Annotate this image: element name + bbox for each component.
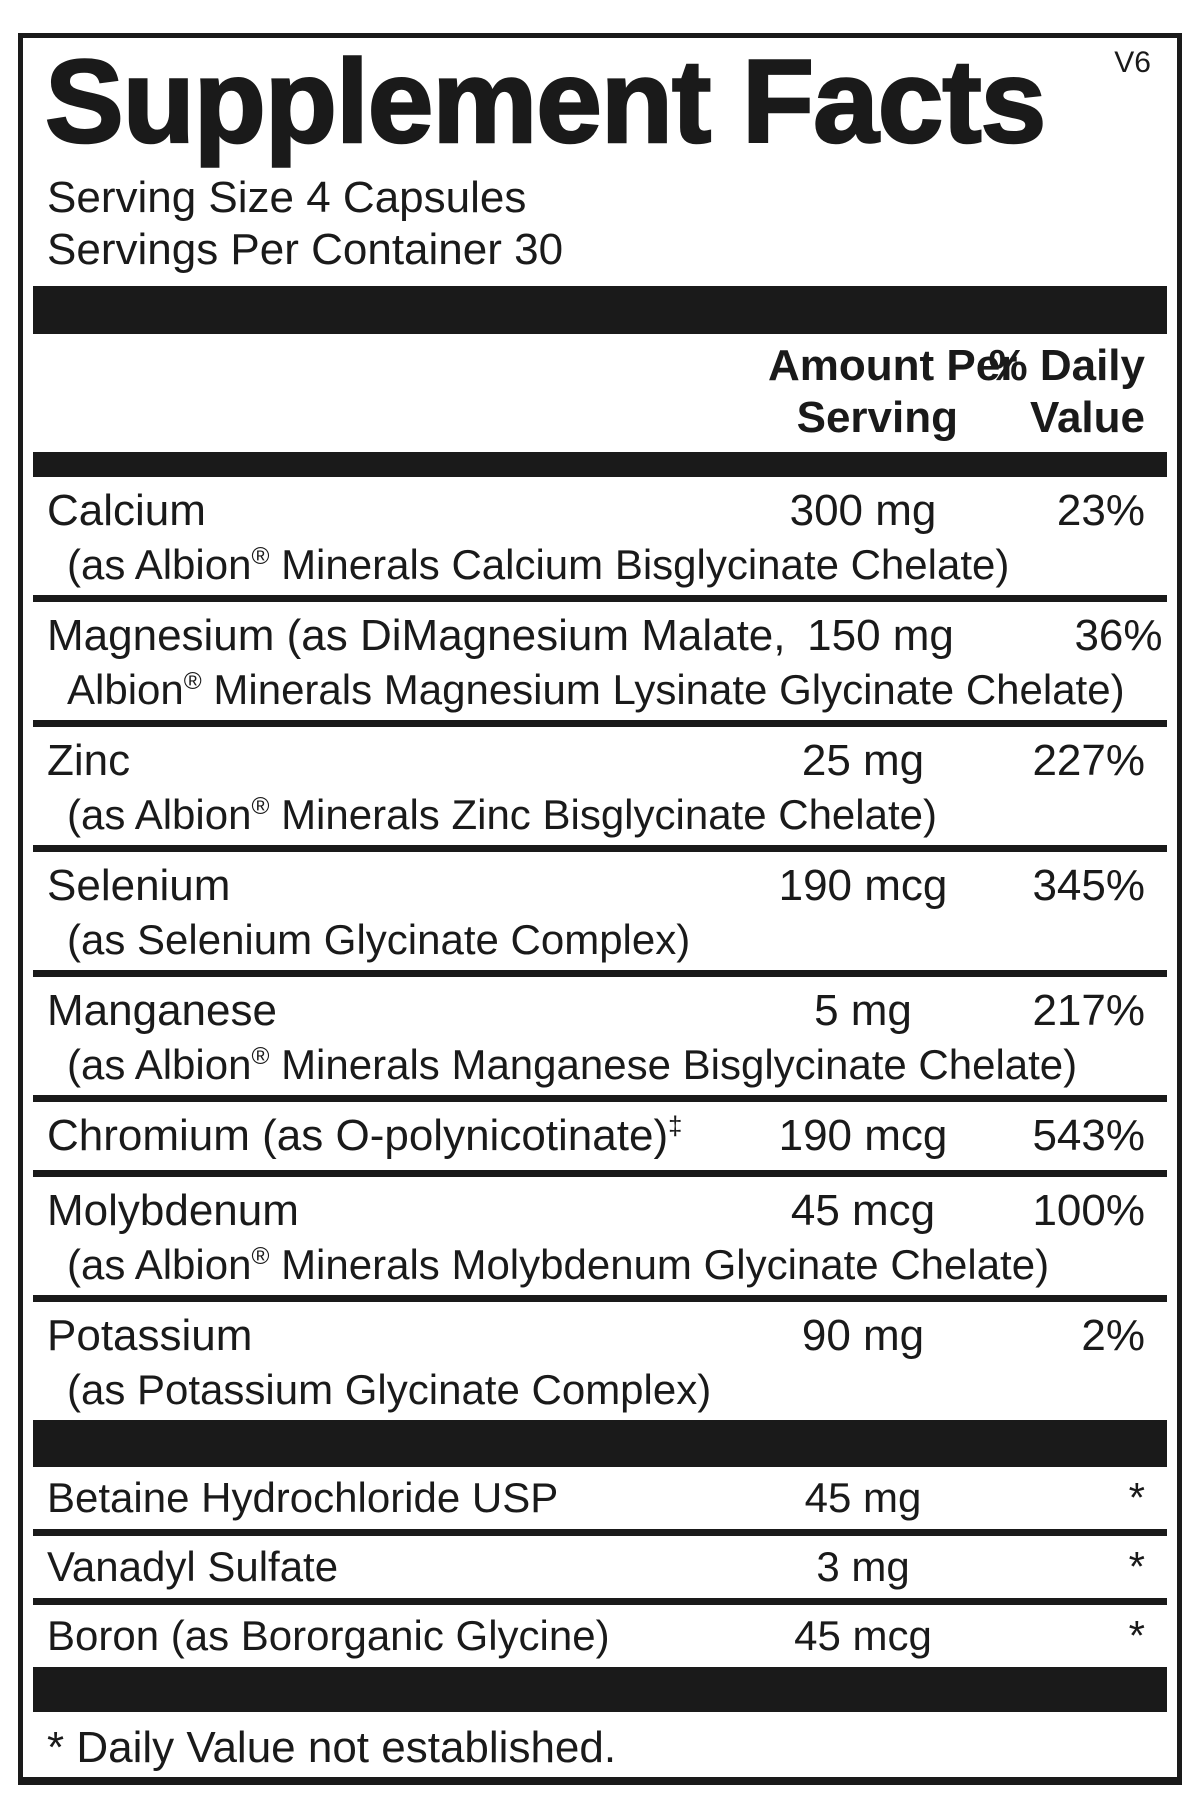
row-divider (33, 1170, 1167, 1177)
nutrient-row-calcium (33, 477, 1167, 595)
nutrient-name: Zinc (47, 736, 131, 785)
row-divider (33, 845, 1167, 852)
nutrient-amount: 45 mcg (794, 1612, 932, 1659)
nutrient-name: Betaine Hydrochloride USP (47, 1474, 559, 1521)
nutrient-row-selenium (33, 852, 1167, 970)
nutrient-row-magnesium (33, 602, 1167, 720)
nutrient-amount: 300 mg (789, 486, 937, 535)
row-divider (33, 720, 1167, 727)
nutrient-source: (as Albion® Minerals Calcium Bisglycinate Chelate) (67, 541, 1010, 588)
nutrient-name: Chromium (as O-polynicotinate)‡ (47, 1111, 683, 1160)
serving-info (33, 158, 1167, 276)
nutrient-daily-value: 36% (1074, 611, 1163, 660)
header-amount-line2: Serving (796, 393, 958, 442)
title-section (33, 36, 1167, 168)
nutrient-source: (as Albion® Minerals Manganese Bisglycinate Chelate) (67, 1041, 1078, 1088)
row-divider (33, 1295, 1167, 1302)
nutrient-daily-value: 543% (1032, 1111, 1145, 1160)
header-amount-per-serving (768, 340, 1018, 444)
header-daily-value (958, 340, 1153, 444)
nutrient-name: Magnesium (as DiMagnesium Malate, (47, 611, 786, 660)
separator-bar-other (33, 1420, 1167, 1467)
dagger-mark: ‡ (668, 1112, 683, 1141)
row-divider (33, 1598, 1167, 1605)
nutrient-name: Molybdenum (47, 1186, 299, 1235)
nutrient-name: Boron (as Bororganic Glycine) (47, 1612, 610, 1659)
nutrient-amount: 25 mg (801, 736, 925, 785)
nutrient-daily-value: 217% (1032, 986, 1145, 1035)
row-divider (33, 1095, 1167, 1102)
row-divider (33, 970, 1167, 977)
nutrient-row-molybdenum (33, 1177, 1167, 1295)
nutrient-row-betaine (33, 1467, 1167, 1529)
nutrient-source: (as Albion® Minerals Zinc Bisglycinate Chelate) (67, 791, 937, 838)
nutrient-source: Albion® Minerals Magnesium Lysinate Glycinate Chelate) (67, 666, 1125, 713)
column-header-row (33, 334, 1167, 452)
nutrient-row-manganese (33, 977, 1167, 1095)
nutrient-amount: 3 mg (816, 1543, 910, 1590)
nutrient-daily-value: * (1128, 1543, 1145, 1590)
separator-bar-top (33, 286, 1167, 334)
version-tag: V6 (1114, 46, 1151, 79)
nutrient-amount: 45 mg (804, 1474, 922, 1521)
nutrient-name: Calcium (47, 486, 206, 535)
row-divider (33, 1529, 1167, 1536)
servings-per-container: Servings Per Container 30 (47, 225, 564, 274)
nutrient-source: (as Albion® Minerals Molybdenum Glycinate Chelate) (67, 1241, 1050, 1288)
nutrient-daily-value: * (1128, 1474, 1145, 1521)
header-dv-line1: % Daily (988, 341, 1145, 390)
nutrient-row-boron (33, 1605, 1167, 1667)
nutrient-daily-value: 2% (1081, 1311, 1145, 1360)
nutrient-source: (as Potassium Glycinate Complex) (67, 1366, 712, 1413)
nutrient-name: Potassium (47, 1311, 253, 1360)
nutrient-row-chromium (33, 1102, 1167, 1170)
separator-bar-header (33, 452, 1167, 477)
nutrient-row-potassium (33, 1302, 1167, 1420)
nutrient-amount: 45 mcg (790, 1186, 936, 1235)
nutrient-amount: 190 mcg (778, 861, 948, 910)
row-divider (33, 595, 1167, 602)
header-dv-line2: Value (1030, 393, 1145, 442)
label-title: Supplement Facts (45, 36, 1046, 168)
daily-value-footnote: * Daily Value not established. (47, 1723, 617, 1772)
serving-size: Serving Size 4 Capsules (47, 173, 527, 222)
header-amount-line1: Amount Per (768, 341, 1018, 390)
nutrient-amount: 190 mcg (778, 1111, 948, 1160)
nutrient-daily-value: * (1128, 1612, 1145, 1659)
supplement-facts-label (18, 33, 1182, 1785)
nutrient-source: (as Selenium Glycinate Complex) (67, 916, 691, 963)
nutrient-amount: 150 mg (807, 611, 954, 660)
nutrient-amount: 90 mg (801, 1311, 925, 1360)
nutrient-row-vanadyl (33, 1536, 1167, 1598)
nutrient-daily-value: 227% (1032, 736, 1145, 785)
nutrient-amount: 5 mg (814, 986, 912, 1035)
separator-bar-bottom (33, 1667, 1167, 1712)
nutrient-name: Vanadyl Sulfate (47, 1543, 339, 1590)
nutrient-daily-value: 100% (1032, 1186, 1145, 1235)
nutrient-row-zinc (33, 727, 1167, 845)
nutrient-daily-value: 345% (1032, 861, 1145, 910)
nutrient-daily-value: 23% (1056, 486, 1145, 535)
nutrient-name: Selenium (47, 861, 231, 910)
nutrient-name: Manganese (47, 986, 277, 1035)
